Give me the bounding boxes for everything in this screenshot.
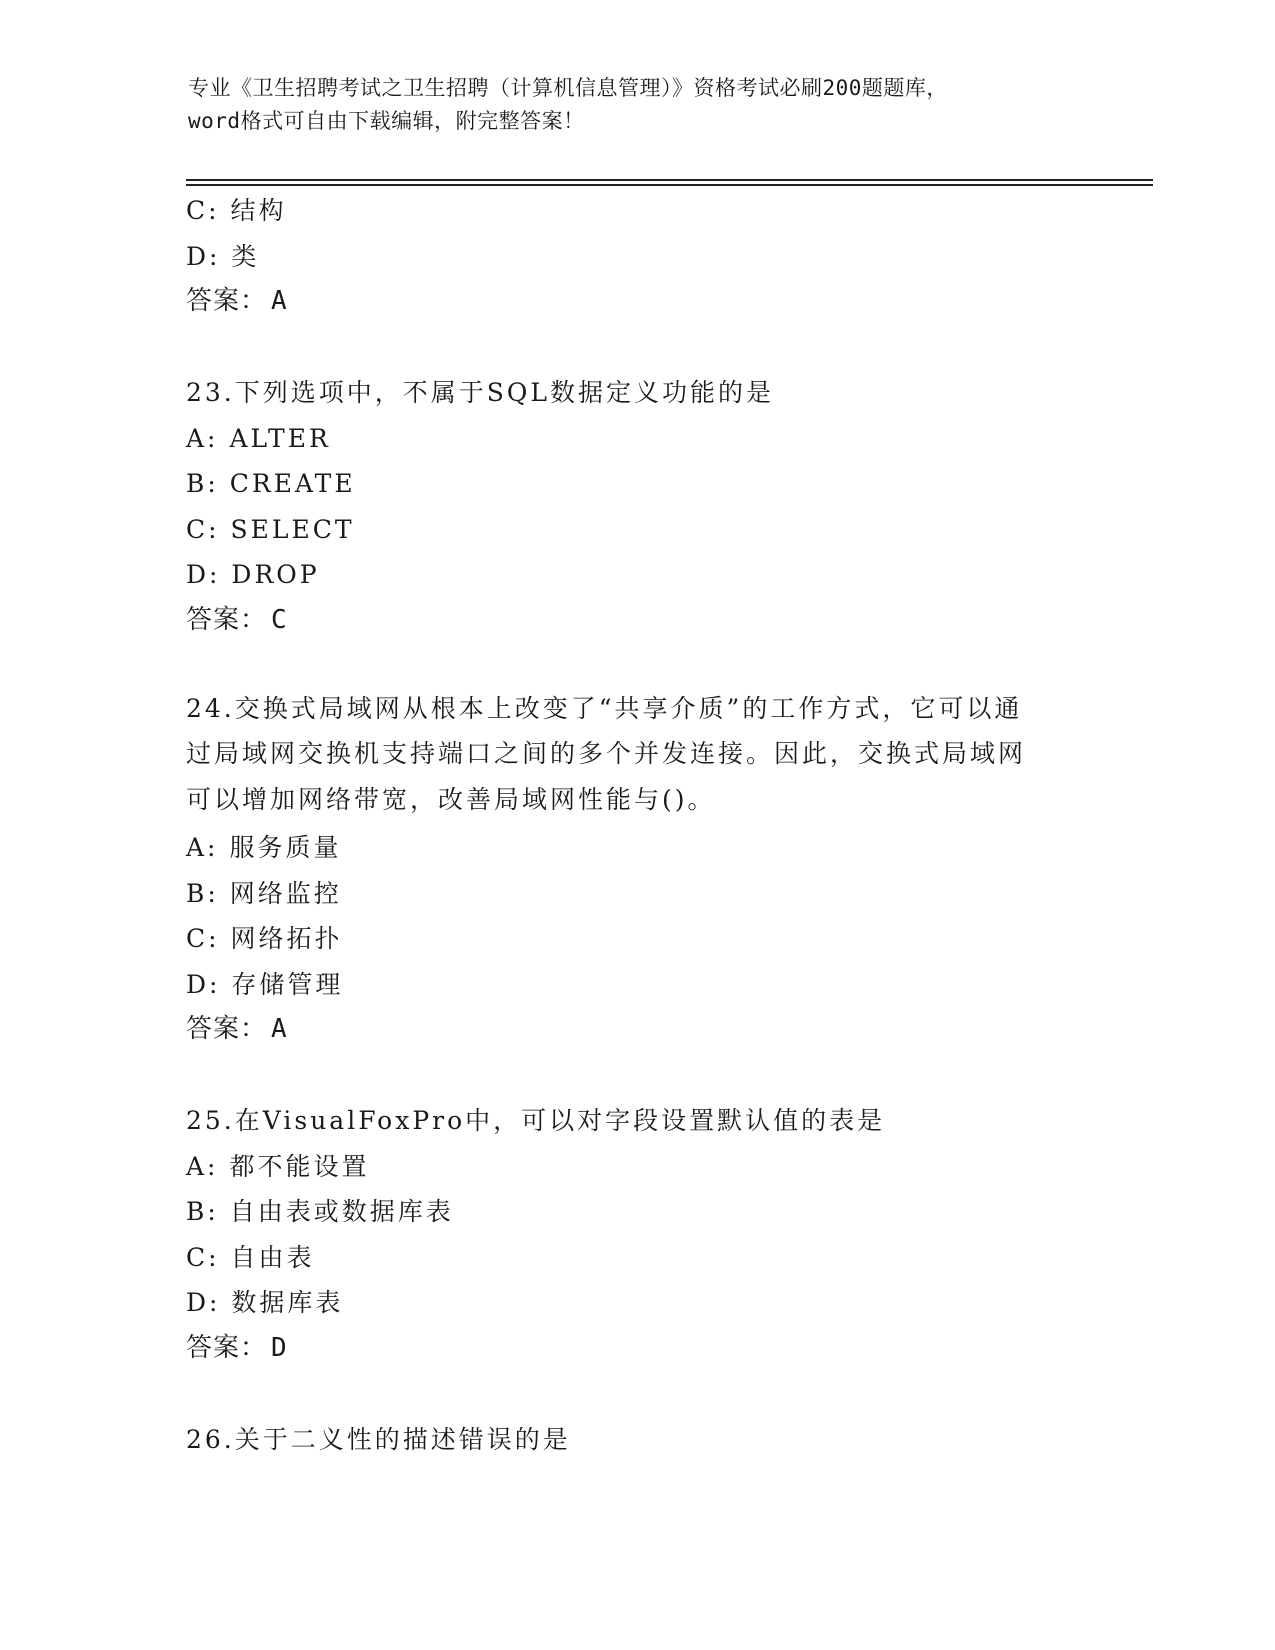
option-row bbox=[186, 234, 1086, 280]
option-label: C: bbox=[186, 196, 220, 225]
option-text: ALTER bbox=[229, 423, 331, 453]
answer-line bbox=[186, 598, 1086, 644]
answer-value: C bbox=[271, 604, 288, 635]
answer-label: 答案： bbox=[186, 286, 268, 316]
header-divider-bottom bbox=[186, 184, 1153, 186]
option-text: 服务质量 bbox=[229, 833, 342, 862]
option-label: D: bbox=[186, 560, 221, 589]
document-header bbox=[188, 72, 1088, 138]
option-row bbox=[186, 1144, 1086, 1190]
spacer bbox=[186, 643, 1086, 689]
option-label: C: bbox=[186, 924, 220, 953]
answer-line bbox=[186, 279, 1086, 325]
option-row bbox=[186, 1235, 1086, 1281]
header-title-line-1: 专业《卫生招聘考试之卫生招聘（计算机信息管理）》资格考试必刷200题题库， bbox=[188, 76, 948, 100]
option-text: 自由表 bbox=[230, 1242, 315, 1272]
question-stem: 26.关于二义性的描述错误的是 bbox=[186, 1424, 571, 1454]
answer-label: 答案： bbox=[186, 1332, 268, 1363]
option-label: B: bbox=[186, 1197, 219, 1226]
option-text: DROP bbox=[231, 560, 320, 589]
option-text: 网络拓扑 bbox=[230, 924, 343, 953]
option-label: C: bbox=[186, 1242, 220, 1272]
option-row bbox=[186, 188, 1086, 234]
option-row bbox=[186, 461, 1086, 507]
question-stem bbox=[186, 689, 1086, 826]
question-stem-line: 过局域网交换机支持端口之间的多个并发连接。因此，交换式局域网 bbox=[186, 739, 1027, 768]
option-text: 类 bbox=[231, 241, 260, 271]
option-row bbox=[186, 416, 1086, 462]
option-label: A: bbox=[186, 1151, 219, 1181]
option-label: D: bbox=[186, 1288, 221, 1317]
option-text: CREATE bbox=[229, 469, 356, 498]
option-row bbox=[186, 1189, 1086, 1235]
option-text: 自由表或数据库表 bbox=[229, 1197, 454, 1226]
option-row bbox=[186, 916, 1086, 962]
option-label: C: bbox=[186, 514, 220, 544]
question-stem-line: 可以增加网络带宽，改善局域网性能与()。 bbox=[186, 784, 716, 814]
option-label: A: bbox=[186, 833, 219, 862]
spacer bbox=[186, 1053, 1086, 1099]
answer-value: D bbox=[271, 1332, 288, 1363]
option-text: 存储管理 bbox=[231, 969, 344, 999]
option-row bbox=[186, 552, 1086, 598]
question-stem: 23.下列选项中，不属于SQL数据定义功能的是 bbox=[186, 378, 774, 407]
spacer bbox=[186, 325, 1086, 371]
option-label: B: bbox=[186, 878, 219, 908]
option-text: SELECT bbox=[230, 514, 355, 544]
option-row bbox=[186, 825, 1086, 871]
option-text: 结构 bbox=[230, 196, 287, 225]
option-row bbox=[186, 1280, 1086, 1326]
option-text: 数据库表 bbox=[231, 1288, 344, 1317]
answer-label: 答案： bbox=[186, 604, 268, 635]
option-text: 网络监控 bbox=[229, 878, 342, 908]
option-row bbox=[186, 871, 1086, 917]
question-stem-line: 24.交换式局域网从根本上改变了“共享介质”的工作方式，它可以通 bbox=[186, 693, 1023, 723]
option-row bbox=[186, 507, 1086, 553]
answer-line bbox=[186, 1007, 1086, 1053]
spacer bbox=[186, 1371, 1086, 1417]
header-title-line-2: word格式可自由下载编辑，附完整答案！ bbox=[188, 109, 585, 133]
question-list bbox=[186, 188, 1086, 1462]
option-row bbox=[186, 962, 1086, 1008]
option-label: A: bbox=[186, 423, 219, 453]
question-stem: 25.在VisualFoxPro中，可以对字段设置默认值的表是 bbox=[186, 1106, 886, 1135]
option-label: D: bbox=[186, 241, 221, 271]
answer-label: 答案： bbox=[186, 1014, 268, 1044]
answer-line bbox=[186, 1326, 1086, 1372]
answer-value: A bbox=[271, 1014, 288, 1044]
answer-value: A bbox=[271, 286, 288, 316]
option-text: 都不能设置 bbox=[229, 1151, 370, 1181]
option-label: B: bbox=[186, 469, 219, 498]
header-divider-top bbox=[186, 179, 1153, 181]
option-label: D: bbox=[186, 969, 221, 999]
